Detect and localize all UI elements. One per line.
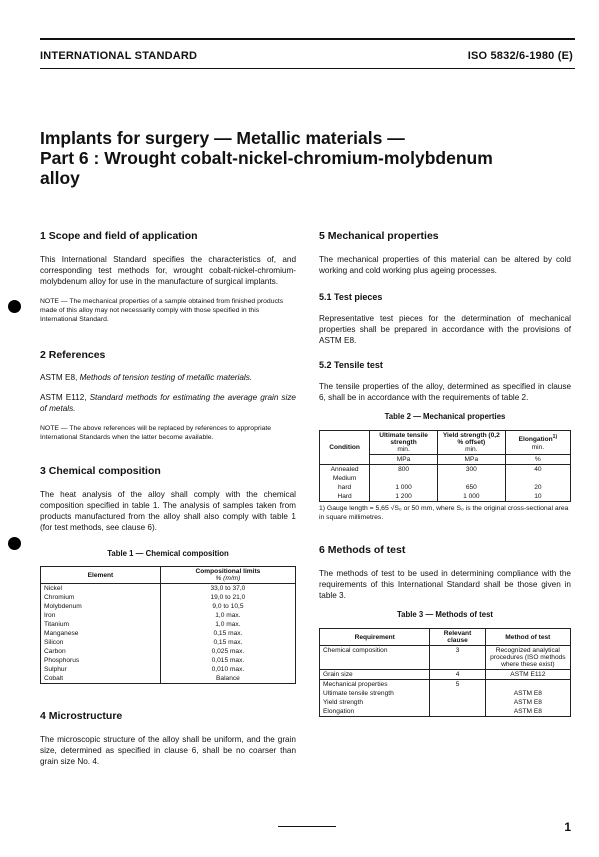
element-name: Sulphur (41, 665, 161, 674)
element-name: Chromium (41, 593, 161, 602)
table-2 (319, 430, 571, 502)
condition: hard (320, 483, 370, 492)
composition-limit: 0,010 max. (160, 665, 295, 674)
title-line-3: alloy (40, 168, 80, 188)
condition: Hard (320, 492, 370, 502)
method-of-test (485, 680, 570, 690)
section-1-body: This International Standard specifies the characteristics of, and corresponding test methods for, wrought cobalt-nickel-chromium-molybdenum alloy for use in the manufacture of surgical implants. (40, 255, 296, 286)
table-3-header-clause: Relevant clause (430, 629, 485, 646)
table-row (41, 674, 296, 684)
table-row (41, 629, 296, 638)
table-2-header-elongation (505, 431, 570, 455)
reference-2 (40, 392, 296, 414)
right-column (319, 230, 571, 717)
method-of-test: ASTM E8 (485, 698, 570, 707)
table-1-caption: Table 1 — Chemical composition (107, 549, 229, 558)
method-of-test: Recognized analytical procedures (ISO methods where these exist) (485, 646, 570, 670)
composition-limit: Balance (160, 674, 295, 684)
table-3-caption: Table 3 — Methods of test (396, 610, 494, 619)
requirement: Grain size (320, 670, 430, 680)
section-5-body: The mechanical properties of this material can be altered by cold working and cold working plus ageing processes. (319, 255, 571, 275)
header-rule (40, 68, 575, 69)
section-5-heading: 5 Mechanical properties (319, 230, 439, 242)
section-6-heading: 6 Methods of test (319, 544, 406, 556)
table-2-caption: Table 2 — Mechanical properties (384, 412, 506, 421)
element-name: Molybdenum (41, 602, 161, 611)
table-row (320, 680, 571, 690)
table-2-header-uts (370, 431, 438, 455)
table-row (41, 611, 296, 620)
table-row (41, 647, 296, 656)
composition-limit: 0,15 max. (160, 638, 295, 647)
table-1-header-unit: % (m/m) (215, 575, 241, 582)
ultimate-tensile-value (370, 474, 438, 483)
elongation-value: 40 (505, 465, 570, 475)
page-number: 1 (564, 820, 571, 834)
table-row (41, 665, 296, 674)
composition-limit: 33,0 to 37,0 (160, 584, 295, 594)
element-name: Silicon (41, 638, 161, 647)
composition-limit: 0,15 max. (160, 629, 295, 638)
table-row (41, 656, 296, 665)
table-3 (319, 628, 571, 717)
yield-strength-value (437, 474, 505, 483)
punch-hole (8, 300, 21, 313)
requirement: Mechanical properties (320, 680, 430, 690)
punch-hole (8, 537, 21, 550)
element-name: Cobalt (41, 674, 161, 684)
table-row (41, 638, 296, 647)
condition: Medium (320, 474, 370, 483)
table-2-header-uts-text: Ultimate tensile strength (379, 432, 428, 446)
relevant-clause: 3 (430, 646, 485, 670)
table-row (320, 670, 571, 680)
reference-1-title: Methods of tension testing of metallic materials. (79, 373, 253, 382)
table-row (320, 483, 571, 492)
element-name: Nickel (41, 584, 161, 594)
document-title (40, 128, 580, 188)
elongation-value: 20 (505, 483, 570, 492)
section-2-note: NOTE — The above references will be replaced by references to appropriate International Standards when the latter become available. (40, 425, 272, 441)
table-2-unit-uts: MPa (370, 455, 438, 465)
reference-1 (40, 372, 296, 383)
section-5-1-heading: 5.1 Test pieces (319, 292, 383, 302)
table-row (41, 620, 296, 629)
table-2-header-condition: Condition (320, 431, 370, 465)
condition: Annealed (320, 465, 370, 475)
requirement: Ultimate tensile strength (320, 689, 430, 698)
table-2-header-ys-text: Yield strength (0,2 % offset) (442, 432, 500, 446)
table-2-header-ys (437, 431, 505, 455)
section-4-body: The microscopic structure of the alloy shall be uniform, and the grain size, determined as specified in clause 6, shall be no coarser than grain size No. 4. (40, 735, 296, 766)
table-1-header-limits-text: Compositional limits (195, 568, 261, 575)
method-of-test: ASTM E8 (485, 707, 570, 717)
reference-2-title: Standard methods for estimating the average grain size of metals. (40, 393, 296, 413)
requirement: Yield strength (320, 698, 430, 707)
composition-limit: 0,015 max. (160, 656, 295, 665)
elongation-value: 10 (505, 492, 570, 502)
table-row (41, 602, 296, 611)
table-2-unit-elongation: % (505, 455, 570, 465)
yield-strength-value: 1 000 (437, 492, 505, 502)
footnote-marker: 1) (552, 434, 558, 441)
table-2-min: min. (531, 443, 545, 451)
element-name: Titanium (41, 620, 161, 629)
section-1-note: NOTE — The mechanical properties of a sample obtained from finished products made of this alloy may not necessarily comply with those specified in this International Standard. (40, 298, 284, 323)
requirement: Elongation (320, 707, 430, 717)
left-column (40, 230, 296, 767)
footer-rule (278, 826, 336, 827)
table-2-body (320, 465, 571, 502)
table-2-header-elongation-text: Elongation (518, 436, 553, 444)
method-of-test: ASTM E8 (485, 689, 570, 698)
title-line-2: Part 6 : Wrought cobalt-nickel-chromium-molybdenum (40, 148, 493, 168)
composition-limit: 1,0 max. (160, 611, 295, 620)
relevant-clause (430, 707, 485, 717)
table-row (320, 465, 571, 475)
reference-1-code: ASTM E8, (40, 373, 80, 382)
relevant-clause (430, 698, 485, 707)
section-2-heading: 2 References (40, 349, 106, 361)
composition-limit: 0,025 max. (160, 647, 295, 656)
table-2-unit-ys: MPa (437, 455, 505, 465)
table-3-header-method: Method of test (485, 629, 570, 646)
relevant-clause (430, 689, 485, 698)
table-3-body (320, 646, 571, 717)
yield-strength-value: 300 (437, 465, 505, 475)
header-right: ISO 5832/6-1980 (E) (467, 50, 573, 62)
ultimate-tensile-value: 1 200 (370, 492, 438, 502)
table-row (41, 593, 296, 602)
table-row (320, 646, 571, 670)
relevant-clause: 5 (430, 680, 485, 690)
ultimate-tensile-value: 1 000 (370, 483, 438, 492)
table-1-header-element: Element (41, 567, 161, 584)
section-1-heading: 1 Scope and field of application (40, 230, 198, 242)
section-4-heading: 4 Microstructure (40, 710, 123, 722)
header-left: INTERNATIONAL STANDARD (40, 50, 198, 62)
elongation-value (505, 474, 570, 483)
element-name: Iron (41, 611, 161, 620)
method-of-test: ASTM E112 (485, 670, 570, 680)
element-name: Carbon (41, 647, 161, 656)
section-5-1-body: Representative test pieces for the determination of mechanical properties shall be prepared in accordance with the provisions of ASTM E8. (319, 314, 571, 345)
section-5-2-heading: 5.2 Tensile test (319, 360, 383, 370)
table-3-header-requirement: Requirement (320, 629, 430, 646)
table-2-footnote: 1) Gauge length = 5,65 √S₀ or 50 mm, where S₀ is the original cross-sectional area in square millimetres. (319, 505, 569, 521)
yield-strength-value: 650 (437, 483, 505, 492)
composition-limit: 9,0 to 10,5 (160, 602, 295, 611)
table-1-body (41, 584, 296, 684)
table-1-header-limits (160, 567, 295, 584)
section-6-body: The methods of test to be used in determining compliance with the requirements of this International Standard shall be those given in table 3. (319, 569, 571, 600)
table-row (320, 707, 571, 717)
table-row (320, 689, 571, 698)
table-1 (40, 566, 296, 684)
composition-limit: 19,0 to 21,0 (160, 593, 295, 602)
table-row (320, 474, 571, 483)
relevant-clause: 4 (430, 670, 485, 680)
element-name: Manganese (41, 629, 161, 638)
element-name: Phosphorus (41, 656, 161, 665)
title-line-1: Implants for surgery — Metallic materials — (40, 128, 405, 148)
top-rule (40, 38, 575, 40)
table-2-min: min. (465, 446, 478, 453)
requirement: Chemical composition (320, 646, 430, 670)
section-3-body: The heat analysis of the alloy shall comply with the chemical composition specified in table 1. The analysis of samples taken from products manufactured from the alloy shall also comply with table 1 (for test methods, see clause 6). (40, 490, 296, 532)
table-row (41, 584, 296, 594)
table-row (320, 492, 571, 502)
section-5-2-body: The tensile properties of the alloy, determined as specified in clause 6, shall be in accordance with the requirements of table 2. (319, 382, 571, 402)
ultimate-tensile-value: 800 (370, 465, 438, 475)
table-row (320, 698, 571, 707)
composition-limit: 1,0 max. (160, 620, 295, 629)
section-3-heading: 3 Chemical composition (40, 465, 161, 477)
reference-2-code: ASTM E112, (40, 393, 90, 402)
table-2-min: min. (397, 446, 410, 453)
